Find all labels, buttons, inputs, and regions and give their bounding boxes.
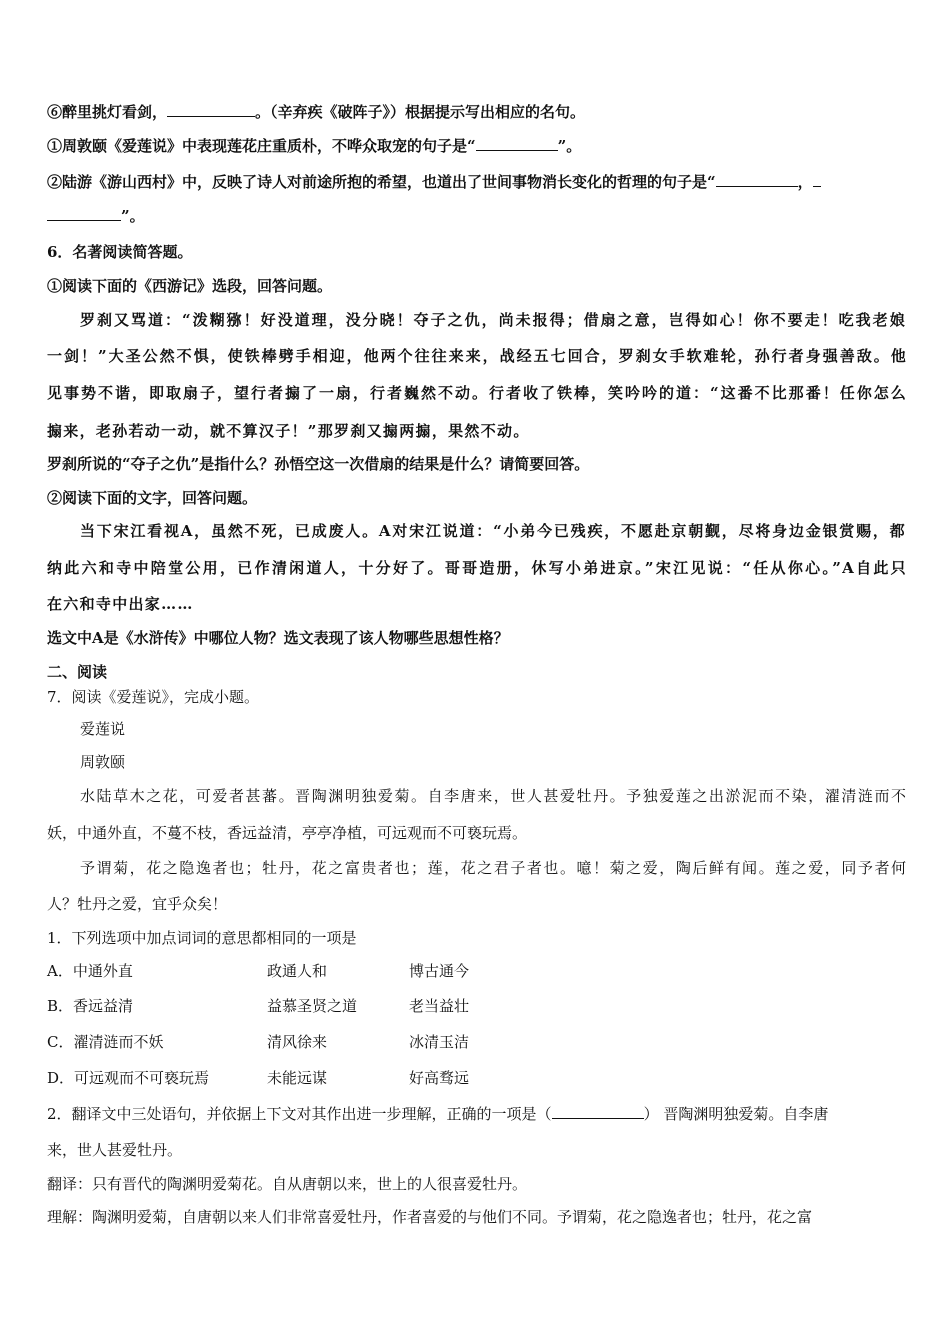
answer-blank[interactable] [47,206,121,221]
answer-blank[interactable] [167,102,255,117]
q5-item6: ⑥醉里挑灯看剑， 。（辛弃疾《破阵子》）根据提示写出相应的名句。 [47,103,586,121]
answer-blank[interactable] [476,136,558,151]
q6-question1: 罗刹所说的“夺子之仇”是指什么？孙悟空这一次借扇的结果是什么？请简要回答。 [47,455,590,473]
understanding-line: 理解：陶渊明爱菊，自唐朝以来人们非常喜爱牡丹，作者喜爱的与他们不同。予谓菊，花之隐逸者也；牡丹，花之富 [47,1208,813,1226]
option-a-col2: 政通人和 [267,962,328,980]
option-b[interactable]: B．香远益清 [47,997,134,1015]
answer-blank[interactable] [813,172,821,187]
answer-blank[interactable] [716,172,798,187]
q6-sub2-title: ②阅读下面的文字，回答问题。 [47,489,258,507]
sub-question-2: 2．翻译文中三处语句，并依据上下文对其作出进一步理解，正确的一项是（ ） 晋陶渊明独爱菊。自李唐 [47,1105,829,1123]
option-a[interactable]: A．中通外直 [47,962,133,980]
prose-line: 予谓菊，花之隐逸者也；牡丹，花之富贵者也；莲，花之君子者也。噫！菊之爱，陶后鲜有闻。莲之爱，同予者何 [80,859,906,877]
answer-blank[interactable] [552,1104,644,1119]
sub-question-1: 1．下列选项中加点词词的意思都相同的一项是 [47,929,357,947]
option-b-col2: 益慕圣贤之道 [267,997,358,1015]
q5-item2-cont: ”。 [47,206,907,226]
q5-item1: ①周敦颐《爱莲说》中表现莲花庄重质朴，不哗众取宠的句子是“ ”。 [47,137,582,155]
q6-sub1-title: ①阅读下面的《西游记》选段，回答问题。 [47,277,333,295]
passage1-line: 见事势不谐，即取扇子，望行者搧了一扇，行者巍然不动。行者收了铁棒，笑吟吟的道：“这番不比那番！任你怎么 [47,384,907,402]
q7-title: 7．阅读《爱莲说》，完成小题。 [47,688,260,706]
q6-question2: 选文中A是《水浒传》中哪位人物？选文表现了该人物哪些思想性格？ [47,629,509,647]
passage2-line: 纳此六和寺中陪堂公用，已作清闲道人，十分好了。哥哥造册，休写小弟进京。”宋江见说：“任从你心。”A自此只 [47,559,907,577]
poem-title: 爱莲说 [80,720,126,738]
passage1-line: 搧来，老孙若动一动，就不算汉子！”那罗刹又搧两搧，果然不动。 [47,422,530,440]
section-heading: 二、阅读 [47,663,108,681]
option-c-col3: 冰清玉洁 [409,1033,470,1051]
passage2-line: 当下宋江看视A，虽然不死，已成废人。A对宋江说道：“小弟今已残疾，不愿赴京朝觐，尽将身边金银赏赐，都 [80,522,906,540]
option-a-col3: 博古通今 [409,962,470,980]
translation-line: 翻译：只有晋代的陶渊明爱菊花。自从唐朝以来，世上的人很喜爱牡丹。 [47,1175,528,1193]
prose-line: 水陆草木之花，可爱者甚蕃。晋陶渊明独爱菊。自李唐来，世人甚爱牡丹。予独爱莲之出淤泥而不染，濯清涟而不 [80,787,906,805]
option-d-col3: 好高骛远 [409,1069,470,1087]
option-d[interactable]: D．可远观而不可亵玩焉 [47,1069,210,1087]
option-d-col2: 未能远谋 [267,1069,328,1087]
option-c[interactable]: C．濯清涟而不妖 [47,1033,164,1051]
q6-title: 6．名著阅读简答题。 [47,243,193,261]
poem-author: 周敦颐 [80,753,126,771]
sub-question-2-cont: 来，世人甚爱牡丹。 [47,1141,183,1159]
passage1-line: 一剑！”大圣公然不惧，使铁棒劈手相迎，他两个往往来来，战经五七回合，罗刹女手软难轮，孙行者身强善敌。他 [47,347,907,365]
q5-item2: ②陆游《游山西村》中，反映了诗人对前途所抱的希望，也道出了世间事物消长变化的哲理的句子是“ ， [47,172,907,192]
passage1-line: 罗刹又骂道：“泼糊猕！好没道理，没分晓！夺子之仇，尚未报得；借扇之意，岂得如心！你不要走！吃我老娘 [80,311,906,329]
passage2-line: 在六和寺中出家…… [47,595,194,613]
prose-line: 妖，中通外直，不蔓不枝，香远益清，亭亭净植，可远观而不可亵玩焉。 [47,824,528,842]
option-b-col3: 老当益壮 [409,997,470,1015]
prose-line: 人？牡丹之爱，宜乎众矣！ [47,895,228,913]
option-c-col2: 清风徐来 [267,1033,328,1051]
